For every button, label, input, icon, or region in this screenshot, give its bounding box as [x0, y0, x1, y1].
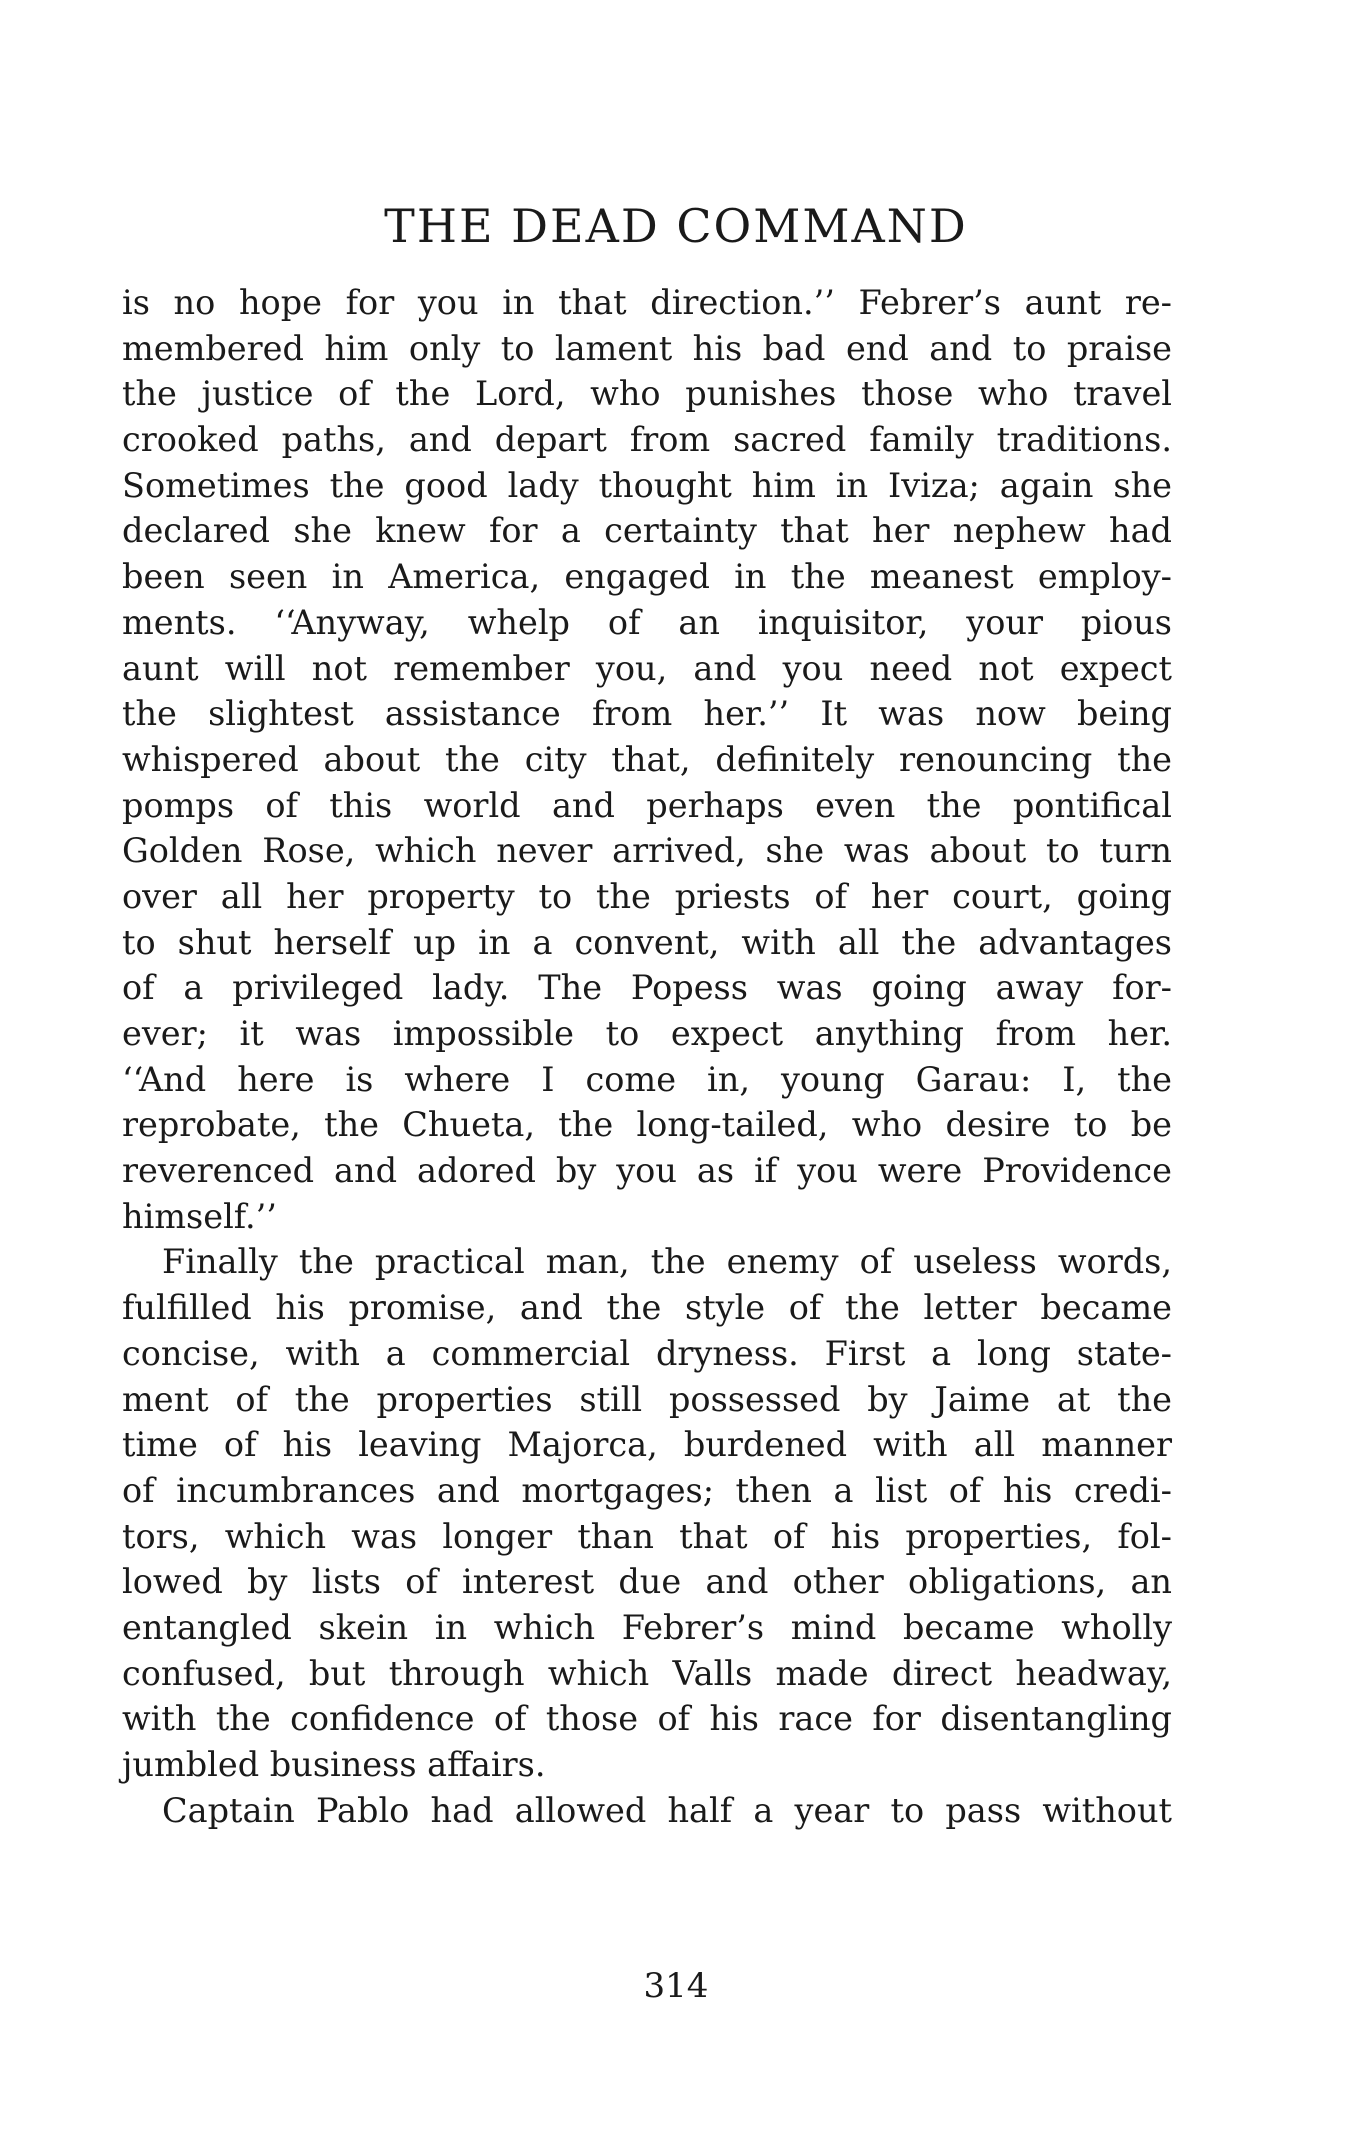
paragraph: [122, 1239, 1172, 1787]
text-line: over all her property to the priests of her court, going: [122, 876, 1172, 916]
text-line: is no hope for you in that direction.’’ Febrer’s aunt re-: [122, 283, 1172, 322]
text-line: lowed by lists of interest due and other obligations, an: [122, 1562, 1172, 1602]
running-title: THE DEAD COMMAND: [384, 199, 968, 253]
text-line: aunt will not remember you, and you need not expect: [122, 648, 1172, 688]
paragraph: [122, 280, 1172, 1239]
text-line: ever; it was impossible to expect anything from her.: [122, 1014, 1172, 1053]
text-line: ment of the properties still possessed by Jaime at the: [122, 1379, 1172, 1419]
text-line: Sometimes the good lady thought him in Iviza; again she: [122, 465, 1172, 505]
text-line: declared she knew for a certainty that her nephew had: [122, 511, 1172, 551]
text-line: time of his leaving Majorca, burdened with all manner: [122, 1425, 1172, 1465]
text-line: confused, but through which Valls made direct headway,: [122, 1653, 1172, 1693]
text-line: ‘‘And here is where I come in, young Garau: I, the: [122, 1059, 1172, 1099]
text-line: crooked paths, and depart from sacred family traditions.: [122, 420, 1172, 460]
text-line: concise, with a commercial dryness. First a long state-: [122, 1333, 1172, 1373]
text-line: reprobate, the Chueta, the long-tailed, who desire to be: [122, 1105, 1172, 1145]
text-line: to shut herself up in a convent, with all the advantages: [122, 922, 1172, 962]
text-line: of a privileged lady. The Popess was going away for-: [122, 968, 1172, 1008]
text-line: with the confidence of those of his race for disentangling: [122, 1699, 1172, 1739]
text-line: whispered about the city that, definitely renouncing the: [122, 739, 1172, 779]
text-line: himself.’’: [122, 1196, 277, 1236]
text-line: membered him only to lament his bad end and to praise: [122, 328, 1172, 368]
text-line: reverenced and adored by you as if you were Providence: [122, 1151, 1172, 1191]
text-line: jumbled business affairs.: [122, 1745, 546, 1784]
text-line: ments. ‘‘Anyway, whelp of an inquisitor, your pious: [122, 602, 1172, 642]
text-line: been seen in America, engaged in the meanest employ-: [122, 557, 1172, 597]
text-line: of incumbrances and mortgages; then a list of his credi-: [122, 1470, 1172, 1510]
text-line: the justice of the Lord, who punishes those who travel: [122, 374, 1172, 414]
page-number: 314: [643, 1966, 709, 2006]
paragraph: [122, 1788, 1172, 1834]
text-line: fulfilled his promise, and the style of the letter became: [122, 1288, 1172, 1328]
text-line: Finally the practical man, the enemy of useless words,: [162, 1242, 1172, 1282]
text-line: Golden Rose, which never arrived, she was about to turn: [122, 831, 1172, 871]
text-line: Captain Pablo had allowed half a year to pass without: [162, 1790, 1172, 1830]
text-line: pomps of this world and perhaps even the pontifical: [122, 785, 1172, 825]
text-line: entangled skein in which Febrer’s mind became wholly: [122, 1607, 1172, 1647]
body-text: [122, 280, 1172, 1833]
text-line: the slightest assistance from her.’’ It was now being: [122, 694, 1172, 734]
text-line: tors, which was longer than that of his properties, fol-: [122, 1516, 1172, 1556]
